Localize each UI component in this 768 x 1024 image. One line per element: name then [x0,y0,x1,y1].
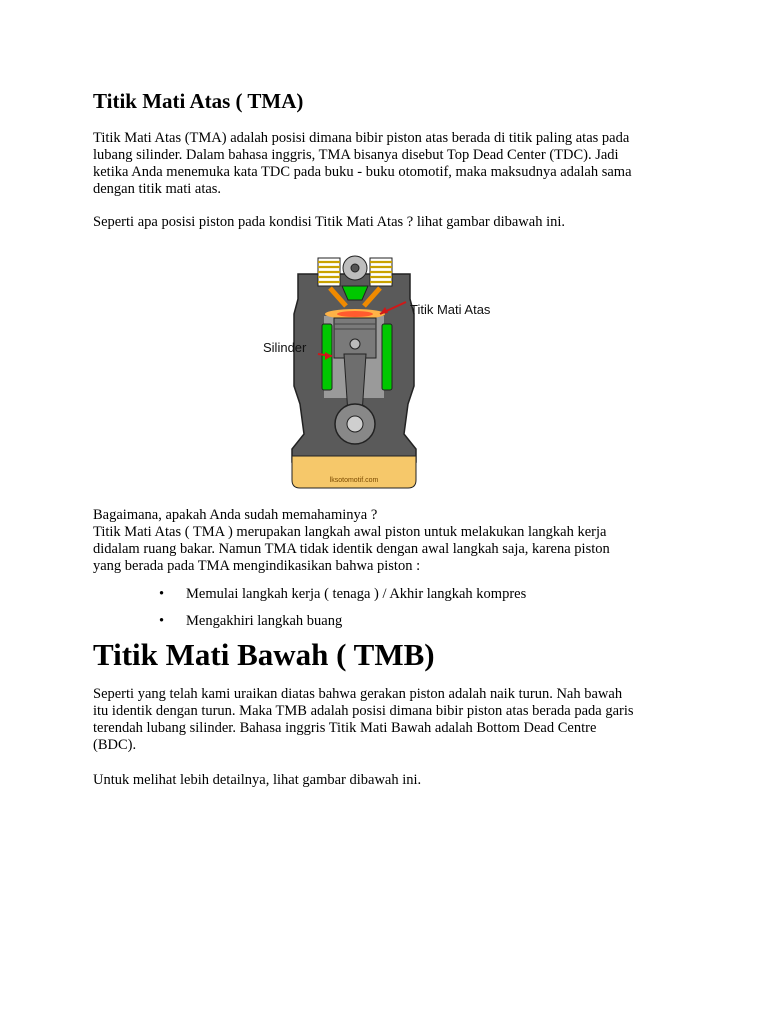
heading-tmb: Titik Mati Bawah ( TMB) [93,637,435,672]
bullet-list-tma [93,586,683,640]
list-item-text: Memulai langkah kerja ( tenaga ) / Akhir langkah kompres [186,586,527,602]
paragraph-tmb-intro-figure: Untuk melihat lebih detailnya, lihat gambar dibawah ini. [93,772,422,788]
cylinder-wall-right [382,324,392,390]
bullet-icon: • [159,586,165,602]
valve-spring-right [370,258,392,286]
watermark-text: lksotomotif.com [329,477,379,484]
engine-diagram [258,244,510,494]
text-line: itu identik dengan turun. Maka TMB adalah posisi dimana bibir piston atas berada pada garis [93,703,634,719]
heading-tma: Titik Mati Atas ( TMA) [93,89,304,113]
bullet-icon: • [159,613,165,629]
valve-spring-left [318,258,340,286]
text-line: Titik Mati Atas (TMA) adalah posisi dimana bibir piston atas berada di titik paling atas pada [93,130,630,146]
text-line: yang berada pada TMA mengindikasikan bahwa piston : [93,558,421,574]
text-line: lubang silinder. Dalam bahasa inggris, TMA bisanya disebut Top Dead Center (TDC). Jadi [93,147,619,163]
text-line: Titik Mati Atas ( TMA ) merupakan langkah awal piston untuk melakukan langkah kerja [93,524,607,540]
label-titik-mati-atas: Titik Mati Atas [410,302,491,317]
paragraph-tmb-definition [93,686,683,754]
text-line: dengan titik mati atas. [93,181,222,197]
label-silinder: Silinder [263,340,307,355]
paragraph-tma-definition [93,130,683,198]
text-line: didalam ruang bakar. Namun TMA tidak identik dengan awal langkah saja, karena piston [93,541,610,557]
text-line: (BDC). [93,737,137,753]
text-line: terendah lubang silinder. Bahasa inggris Titik Mati Bawah adalah Bottom Dead Centre [93,720,597,736]
paragraph-tma-intro-figure: Seperti apa posisi piston pada kondisi Titik Mati Atas ? lihat gambar dibawah ini. [93,214,566,230]
text-line: ketika Anda menemuka kata TDC pada buku - buku otomotif, maka maksudnya adalah sama [93,164,632,180]
paragraph-tma-explanation [93,507,683,575]
list-item [93,586,683,613]
text-line: Seperti yang telah kami uraikan diatas bahwa gerakan piston adalah naik turun. Nah bawah [93,686,623,702]
text-line: Bagaimana, apakah Anda sudah memahaminya ? [93,507,378,523]
engine-tdc-illustration [258,244,510,494]
list-item-text: Mengakhiri langkah buang [186,613,343,629]
